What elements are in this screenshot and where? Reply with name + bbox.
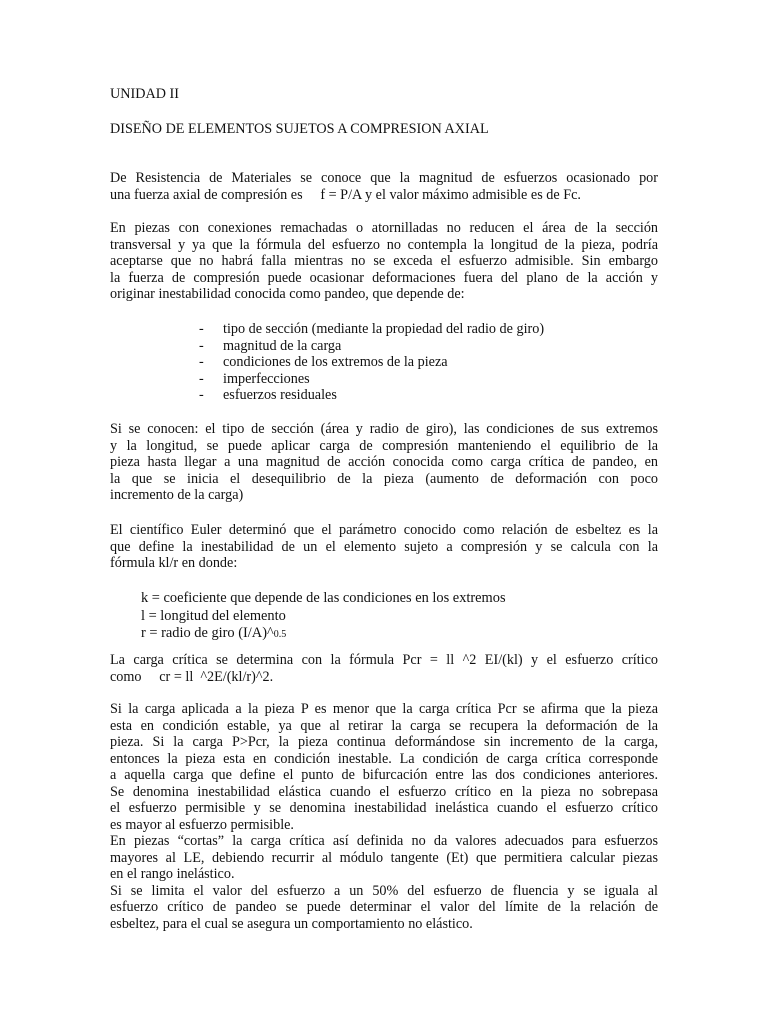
text-line: Si se limita el valor del esfuerzo a un 50% del esfuerzo de fluencia y se iguala al — [110, 882, 658, 899]
text-line: originar inestabilidad conocida como pandeo, que depende de: — [110, 286, 465, 302]
text-line: Si la carga aplicada a la pieza P es menor que la carga crítica Pcr se afirma que la pieza — [110, 701, 658, 717]
text-line: mayores al LE, debiendo recurrir al módulo tangente (Et) que permitiera calcular piezas — [110, 849, 658, 866]
text-line: La carga crítica se determina con la fórmula Pcr = ll ^2 EI/(kl) y el esfuerzo crítico — [110, 652, 658, 668]
paragraph-stability — [110, 701, 658, 932]
text-line: el esfuerzo permisible y se denomina inestabilidad inelástica cuando el esfuerzo crítico — [110, 800, 658, 816]
list-item-text: esfuerzos residuales — [223, 387, 337, 403]
definition-r-exponent: 0.5 — [273, 629, 287, 640]
text-line: Se denomina inestabilidad elástica cuando el esfuerzo crítico en la pieza no sobrepasa — [110, 783, 658, 800]
definition-k: k = coeficiente que depende de las condiciones en los extremos — [141, 590, 506, 606]
list-item-text: condiciones de los extremos de la pieza — [223, 354, 448, 370]
paragraph-formula — [110, 652, 658, 685]
text-line: la fuerza de compresión puede ocasionar deformaciones fuera del plano de la acción y — [110, 269, 658, 286]
list-item-text: magnitud de la carga — [223, 337, 342, 354]
text-line: en el rango inelástico. — [110, 866, 235, 882]
dash-bullet: - — [199, 321, 204, 337]
text-line: entonces la pieza esta en condición inestable. La condición de carga crítica corresponde — [110, 750, 658, 767]
text-line: De Resistencia de Materiales se conoce que la magnitud de esfuerzos ocasionado por — [110, 170, 658, 186]
text-line: la que se inicia el desequilibrio de la pieza (aumento de deformación con poco — [110, 470, 658, 487]
text-line: pieza. Si la carga P>Pcr, la pieza continua deformándose sin incremento de la carga, — [110, 734, 658, 750]
definition-r-text: r = radio de giro (I/A)^ — [141, 625, 274, 641]
buckling-factors-list — [199, 321, 544, 404]
section-title: DISEÑO DE ELEMENTOS SUJETOS A COMPRESION AXIAL — [110, 121, 489, 137]
list-item — [199, 321, 544, 338]
dash-bullet: - — [199, 337, 204, 354]
dash-bullet: - — [199, 370, 204, 387]
text-line: esbeltez, para el cual se asegura un comportamiento no elástico. — [110, 915, 473, 932]
unit-title: UNIDAD II — [110, 86, 179, 102]
list-item — [199, 371, 544, 388]
text-line: a aquella carga que define el punto de bifurcación entre las dos condiciones anteriores. — [110, 767, 658, 783]
text-line: Si se conocen: el tipo de sección (área y radio de giro), las condiciones de sus extremos — [110, 421, 658, 437]
list-item-text: imperfecciones — [223, 370, 310, 387]
definition-r — [141, 625, 506, 643]
text-line: como cr = ll ^2E/(kl/r)^2. — [110, 668, 274, 685]
text-line: que define la inestabilidad de un el elemento sujeto a compresión y se calcula con la — [110, 538, 658, 555]
list-item-text: tipo de sección (mediante la propiedad del radio de giro) — [223, 321, 545, 337]
text-line: El científico Euler determinó que el parámetro conocido como relación de esbeltez es la — [110, 522, 658, 538]
paragraph-intro — [110, 170, 658, 203]
text-line: fórmula kl/r en donde: — [110, 555, 238, 571]
list-item — [199, 354, 544, 371]
text-line: esta en condición estable, ya que al retirar la carga se recupera la deformación de la — [110, 717, 658, 734]
definition-l: l = longitud del elemento — [141, 607, 286, 624]
variable-definitions — [141, 590, 506, 643]
text-line: En piezas “cortas” la carga crítica así definida no da valores adecuados para esfuerzos — [110, 833, 658, 849]
paragraph-critical-load — [110, 421, 658, 504]
list-item — [199, 387, 544, 404]
text-line: transversal y ya que la fórmula del esfuerzo no contempla la longitud de la pieza, podría — [110, 236, 658, 253]
dash-bullet: - — [199, 387, 204, 403]
text-line: y la longitud, se puede aplicar carga de compresión manteniendo el equilibrio de la — [110, 437, 658, 454]
text-line: incremento de la carga) — [110, 487, 244, 503]
list-item — [199, 338, 544, 355]
dash-bullet: - — [199, 354, 204, 370]
text-line: aceptarse que no habrá falla mientras no se exceda el esfuerzo admisible. Sin embargo — [110, 253, 658, 269]
text-line: es mayor al esfuerzo permisible. — [110, 816, 294, 833]
text-line: esfuerzo crítico de pandeo se puede determinar el valor del límite de la relación de — [110, 899, 658, 915]
text-line: pieza hasta llegar a una magnitud de acción conocida como carga crítica de pandeo, en — [110, 454, 658, 470]
paragraph-connections — [110, 220, 658, 303]
text-line: En piezas con conexiones remachadas o atornilladas no reducen el área de la sección — [110, 220, 658, 236]
text-line: una fuerza axial de compresión es f = P/A y el valor máximo admisible es de Fc. — [110, 186, 581, 203]
paragraph-euler — [110, 522, 658, 572]
